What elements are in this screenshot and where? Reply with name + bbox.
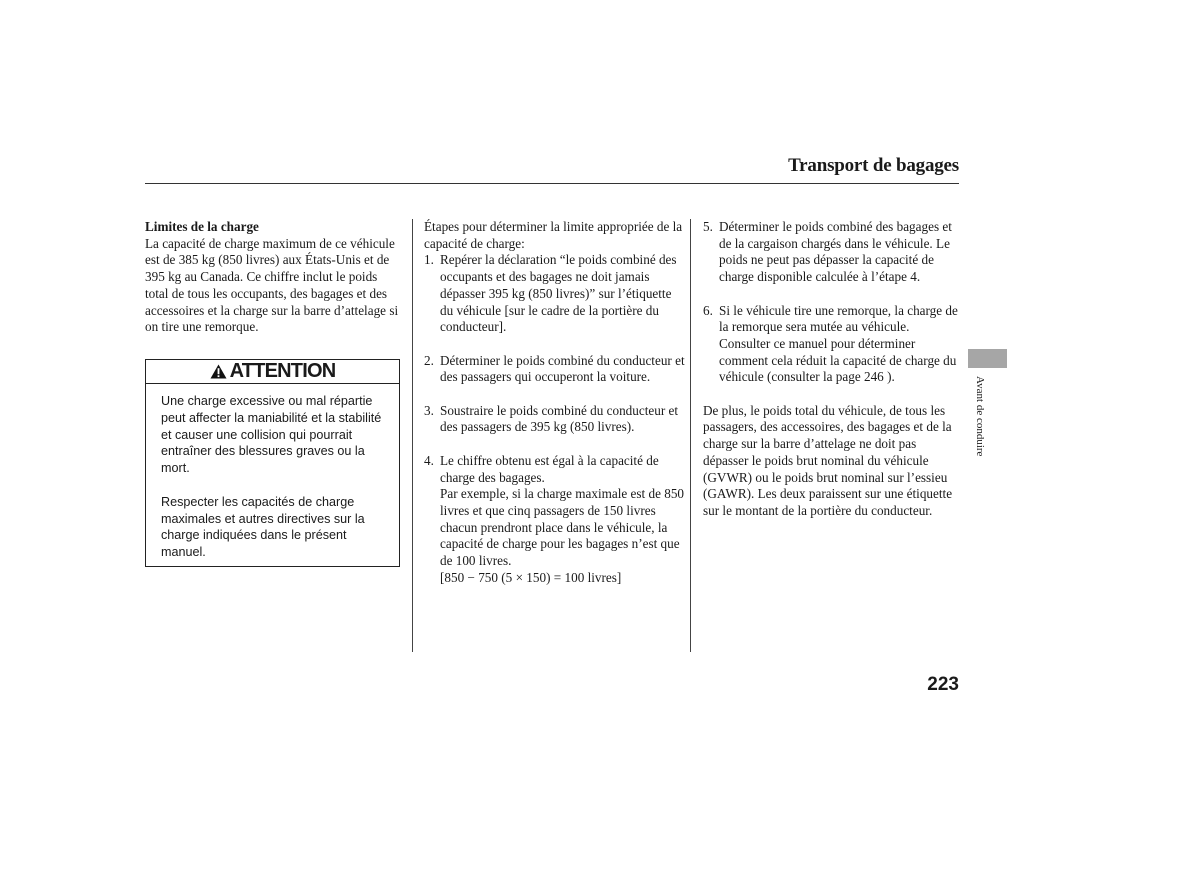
step-number: 2.	[424, 352, 434, 368]
gvwr-paragraph: De plus, le poids total du véhicule, de tous les passagers, des accessoires, des bagages et de la charge sur la barre d’attelage ne doit pas dépasser le poids brut nominal du véhicule (GVWR) ou le poids brut nominal sur l’essieu (GAWR). Les deux paraissent sur une étiquette sur le montant de la portière du conducteur.	[703, 402, 953, 518]
column-load-limits	[145, 219, 402, 567]
step-text: Déterminer le poids combiné du conducteur et des passagers qui occuperont la voiture.	[440, 352, 685, 385]
steps-intro: Étapes pour déterminer la limite appropriée de la capacité de charge:	[424, 219, 683, 251]
step-text: Déterminer le poids combiné des bagages et de la cargaison chargés dans le véhicule. Le poids ne peut pas dépasser la capacité de charge disponible calculée à l’étape 4.	[719, 219, 952, 285]
section-subheading: Limites de la charge	[145, 219, 259, 234]
list-item	[424, 453, 686, 587]
step-number: 6.	[703, 302, 713, 318]
attention-heading: ATTENTION	[229, 360, 336, 383]
step-number: 5.	[703, 219, 713, 234]
attention-paragraph-2: Respecter les capacités de charge maximales et autres directives sur la charge indiquées dans le présent manuel.	[161, 494, 365, 560]
section-tab-marker	[968, 349, 1007, 368]
step-text: Soustraire le poids combiné du conducteur et des passagers de 395 kg (850 livres).	[440, 402, 679, 435]
step-number: 1.	[424, 252, 434, 268]
side-label-text: Avant de conduire	[974, 376, 986, 457]
step-number: 4.	[424, 452, 434, 468]
list-item	[424, 353, 686, 386]
attention-header	[146, 360, 399, 384]
step-formula: [850 − 750 (5 × 150) = 100 livres]	[440, 569, 622, 585]
column-divider-2	[690, 219, 691, 652]
column-divider-1	[412, 219, 413, 652]
list-item	[703, 219, 960, 286]
page-number: 223	[927, 674, 959, 695]
attention-body	[146, 384, 399, 561]
load-capacity-paragraph: La capacité de charge maximum de ce véhicule est de 385 kg (850 livres) aux États-Unis et de 395 kg au Canada. Ce chiffre inclut le poids total de tous les occupants, des bagages et des accessoires et la charge sur la barre d’attelage si on tire une remorque.	[145, 235, 399, 335]
section-side-label	[974, 376, 988, 466]
step-text: Repérer la déclaration “le poids combiné des occupants et des bagages ne doit jamais dépasser 395 kg (850 livres)” sur l’étiquette du véhicule [sur le cadre de la portière du conducteur].	[440, 252, 677, 335]
steps-list	[424, 252, 686, 586]
step-text: Le chiffre obtenu est égal à la capacité de charge des bagages.	[440, 452, 659, 485]
step-example: Par exemple, si la charge maximale est de 850 livres et que cinq passagers de 150 livres chacun prendront place dans le véhicule, la capacité de charge pour les bagages n’est que de 100 livres.	[440, 486, 685, 569]
list-item	[424, 252, 686, 336]
warning-triangle-icon	[210, 364, 227, 379]
attention-box	[145, 359, 400, 567]
step-text: Si le véhicule tire une remorque, la charge de la remorque sera mutée au véhicule. Consulter ce manuel pour déterminer comment cela réduit la capacité de charge du véhicule (consulter la page 246 ).	[719, 302, 958, 385]
attention-paragraph-1: Une charge excessive ou mal répartie peut affecter la maniabilité et la stabilité et causer une collision qui pourrait entraîner des blessures graves ou la mort.	[161, 393, 382, 476]
list-item	[424, 403, 686, 436]
steps-list	[703, 219, 960, 386]
list-item	[703, 303, 960, 387]
page-title: Transport de bagages	[788, 155, 959, 176]
header-divider	[145, 183, 959, 184]
column-steps-2	[703, 219, 960, 520]
column-steps-1	[424, 219, 686, 603]
step-number: 3.	[424, 402, 434, 418]
